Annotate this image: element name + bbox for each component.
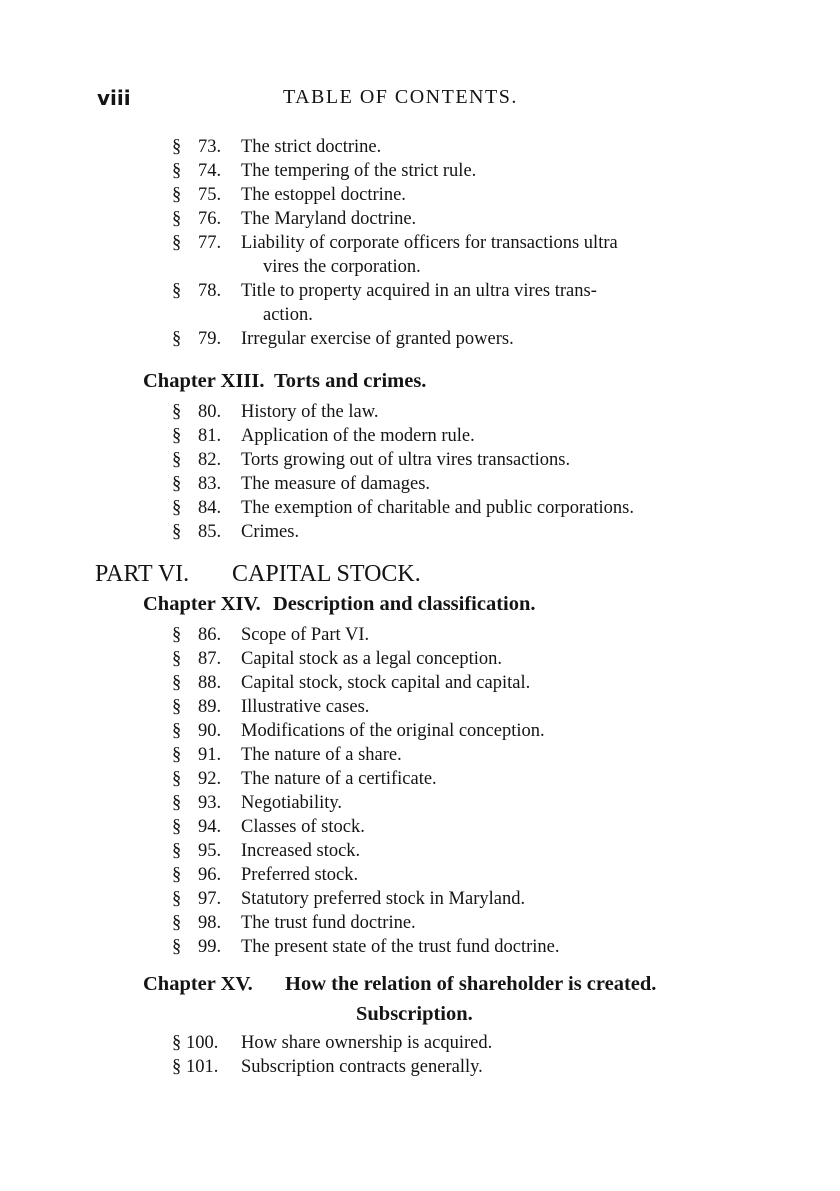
chapter-title: Description and classification. bbox=[273, 593, 536, 615]
section-symbol: § bbox=[172, 865, 182, 885]
section-title: The nature of a share. bbox=[241, 745, 402, 765]
section-symbol: § bbox=[172, 426, 182, 446]
toc-entry-92 bbox=[0, 767, 840, 791]
toc-entry-96 bbox=[0, 863, 840, 887]
chapter-heading bbox=[0, 589, 840, 619]
toc-entry-97 bbox=[0, 887, 840, 911]
section-symbol: § bbox=[172, 625, 182, 645]
section-title: Subscription contracts generally. bbox=[241, 1057, 483, 1077]
section-number: 89. bbox=[198, 697, 222, 717]
section-title-continuation: action. bbox=[263, 305, 313, 325]
section-symbol: § bbox=[172, 137, 182, 157]
section-symbol: § bbox=[172, 793, 182, 813]
section-symbol: § bbox=[172, 1057, 182, 1077]
section-number: 85. bbox=[198, 522, 222, 542]
section-symbol: § bbox=[172, 745, 182, 765]
toc-entry-89 bbox=[0, 695, 840, 719]
section-number: 93. bbox=[198, 793, 222, 813]
toc-entry-78 bbox=[0, 279, 840, 327]
toc-entry-75 bbox=[0, 183, 840, 207]
section-symbol: § bbox=[172, 233, 182, 253]
section-title: Irregular exercise of granted powers. bbox=[241, 329, 514, 349]
section-symbol: § bbox=[172, 721, 182, 741]
page-number: viii bbox=[97, 86, 131, 110]
chapter-heading bbox=[0, 366, 840, 396]
section-number: 77. bbox=[198, 233, 222, 253]
part-label: PART VI. bbox=[95, 561, 190, 587]
section-title: Increased stock. bbox=[241, 841, 361, 861]
toc-entry-84 bbox=[0, 496, 840, 520]
chapter-title: Torts and crimes. bbox=[274, 370, 427, 392]
section-title: The strict doctrine. bbox=[241, 137, 382, 157]
section-title: Title to property acquired in an ultra vires trans- bbox=[241, 281, 597, 301]
toc-entry-91 bbox=[0, 743, 840, 767]
section-number: 75. bbox=[198, 185, 222, 205]
section-symbol: § bbox=[172, 937, 182, 957]
section-symbol: § bbox=[172, 185, 182, 205]
section-number: 97. bbox=[198, 889, 222, 909]
section-title: Capital stock, stock capital and capital. bbox=[241, 673, 531, 693]
toc-entry-86 bbox=[0, 623, 840, 647]
toc-entry-77 bbox=[0, 231, 840, 279]
section-title-continuation: vires the corporation. bbox=[263, 257, 421, 277]
chapter-14-heading bbox=[0, 589, 840, 619]
toc-entry-73 bbox=[0, 135, 840, 159]
toc-entry-90 bbox=[0, 719, 840, 743]
section-symbol: § bbox=[172, 697, 182, 717]
chapter-13-heading bbox=[0, 366, 840, 396]
section-title: Application of the modern rule. bbox=[241, 426, 475, 446]
section-title: Negotiability. bbox=[241, 793, 343, 813]
section-title: The Maryland doctrine. bbox=[241, 209, 417, 229]
section-number: 90. bbox=[198, 721, 222, 741]
toc-entry-93 bbox=[0, 791, 840, 815]
toc-entry-98 bbox=[0, 911, 840, 935]
section-title: Preferred stock. bbox=[241, 865, 359, 885]
section-title: The trust fund doctrine. bbox=[241, 913, 416, 933]
toc-entry-95 bbox=[0, 839, 840, 863]
section-symbol: § bbox=[172, 889, 182, 909]
chapter-label: Chapter XV. bbox=[143, 973, 253, 995]
chapter-heading bbox=[0, 969, 840, 999]
section-number: 88. bbox=[198, 673, 222, 693]
section-symbol: § bbox=[172, 817, 182, 837]
section-number: 98. bbox=[198, 913, 222, 933]
section-number: 100. bbox=[186, 1033, 219, 1053]
toc-entry-81 bbox=[0, 424, 840, 448]
section-number: 82. bbox=[198, 450, 222, 470]
section-title: The exemption of charitable and public corporations. bbox=[241, 498, 634, 518]
running-title: TABLE OF CONTENTS. bbox=[283, 86, 518, 108]
section-title: Statutory preferred stock in Maryland. bbox=[241, 889, 526, 909]
section-title: Torts growing out of ultra vires transactions. bbox=[241, 450, 571, 470]
chapter-title: How the relation of shareholder is created. bbox=[285, 973, 657, 995]
part-6-heading bbox=[0, 557, 840, 591]
section-symbol: § bbox=[172, 209, 182, 229]
section-symbol: § bbox=[172, 402, 182, 422]
toc-block-3 bbox=[0, 623, 840, 959]
section-symbol: § bbox=[172, 913, 182, 933]
section-number: 78. bbox=[198, 281, 222, 301]
section-symbol: § bbox=[172, 474, 182, 494]
section-number: 99. bbox=[198, 937, 222, 957]
toc-entry-101 bbox=[0, 1055, 840, 1079]
section-number: 74. bbox=[198, 161, 222, 181]
section-symbol: § bbox=[172, 649, 182, 669]
section-title: Modifications of the original conception. bbox=[241, 721, 545, 741]
toc-block-4 bbox=[0, 1031, 840, 1079]
section-title: Capital stock as a legal conception. bbox=[241, 649, 502, 669]
toc-entry-100 bbox=[0, 1031, 840, 1055]
section-symbol: § bbox=[172, 1033, 182, 1053]
section-number: 73. bbox=[198, 137, 222, 157]
section-title: How share ownership is acquired. bbox=[241, 1033, 493, 1053]
section-symbol: § bbox=[172, 450, 182, 470]
section-title: Liability of corporate officers for transactions ultra bbox=[241, 233, 618, 253]
section-number: 87. bbox=[198, 649, 222, 669]
section-symbol: § bbox=[172, 498, 182, 518]
toc-block-2 bbox=[0, 400, 840, 544]
section-title: The nature of a certificate. bbox=[241, 769, 437, 789]
section-number: 86. bbox=[198, 625, 222, 645]
section-title: Scope of Part VI. bbox=[241, 625, 370, 645]
section-title: Illustrative cases. bbox=[241, 697, 370, 717]
toc-entry-85 bbox=[0, 520, 840, 544]
section-number: 76. bbox=[198, 209, 222, 229]
section-title: The measure of damages. bbox=[241, 474, 431, 494]
section-number: 80. bbox=[198, 402, 222, 422]
section-title: Crimes. bbox=[241, 522, 300, 542]
toc-entry-76 bbox=[0, 207, 840, 231]
section-symbol: § bbox=[172, 329, 182, 349]
section-number: 91. bbox=[198, 745, 222, 765]
section-title: History of the law. bbox=[241, 402, 379, 422]
section-title: The present state of the trust fund doctrine. bbox=[241, 937, 560, 957]
part-heading bbox=[0, 557, 840, 591]
section-title: The tempering of the strict rule. bbox=[241, 161, 477, 181]
section-number: 101. bbox=[186, 1057, 219, 1077]
section-symbol: § bbox=[172, 841, 182, 861]
section-number: 92. bbox=[198, 769, 222, 789]
chapter-label: Chapter XIV. bbox=[143, 593, 261, 615]
section-symbol: § bbox=[172, 522, 182, 542]
section-symbol: § bbox=[172, 161, 182, 181]
section-title: Classes of stock. bbox=[241, 817, 365, 837]
toc-entry-80 bbox=[0, 400, 840, 424]
section-symbol: § bbox=[172, 281, 182, 301]
section-number: 79. bbox=[198, 329, 222, 349]
chapter-heading-continuation bbox=[0, 999, 840, 1029]
section-number: 83. bbox=[198, 474, 222, 494]
section-symbol: § bbox=[172, 673, 182, 693]
chapter-15-heading bbox=[0, 969, 840, 1029]
part-title: CAPITAL STOCK. bbox=[232, 561, 421, 587]
section-number: 84. bbox=[198, 498, 222, 518]
section-number: 94. bbox=[198, 817, 222, 837]
section-number: 95. bbox=[198, 841, 222, 861]
section-title: The estoppel doctrine. bbox=[241, 185, 406, 205]
toc-entry-79 bbox=[0, 327, 840, 351]
chapter-label: Chapter XIII. bbox=[143, 370, 265, 392]
toc-entry-82 bbox=[0, 448, 840, 472]
toc-entry-99 bbox=[0, 935, 840, 959]
section-number: 96. bbox=[198, 865, 222, 885]
toc-entry-74 bbox=[0, 159, 840, 183]
toc-block-1 bbox=[0, 135, 840, 351]
toc-entry-87 bbox=[0, 647, 840, 671]
page-header bbox=[0, 86, 840, 116]
section-number: 81. bbox=[198, 426, 222, 446]
chapter-title-continuation: Subscription. bbox=[356, 1003, 473, 1025]
toc-entry-83 bbox=[0, 472, 840, 496]
section-symbol: § bbox=[172, 769, 182, 789]
toc-entry-94 bbox=[0, 815, 840, 839]
toc-entry-88 bbox=[0, 671, 840, 695]
